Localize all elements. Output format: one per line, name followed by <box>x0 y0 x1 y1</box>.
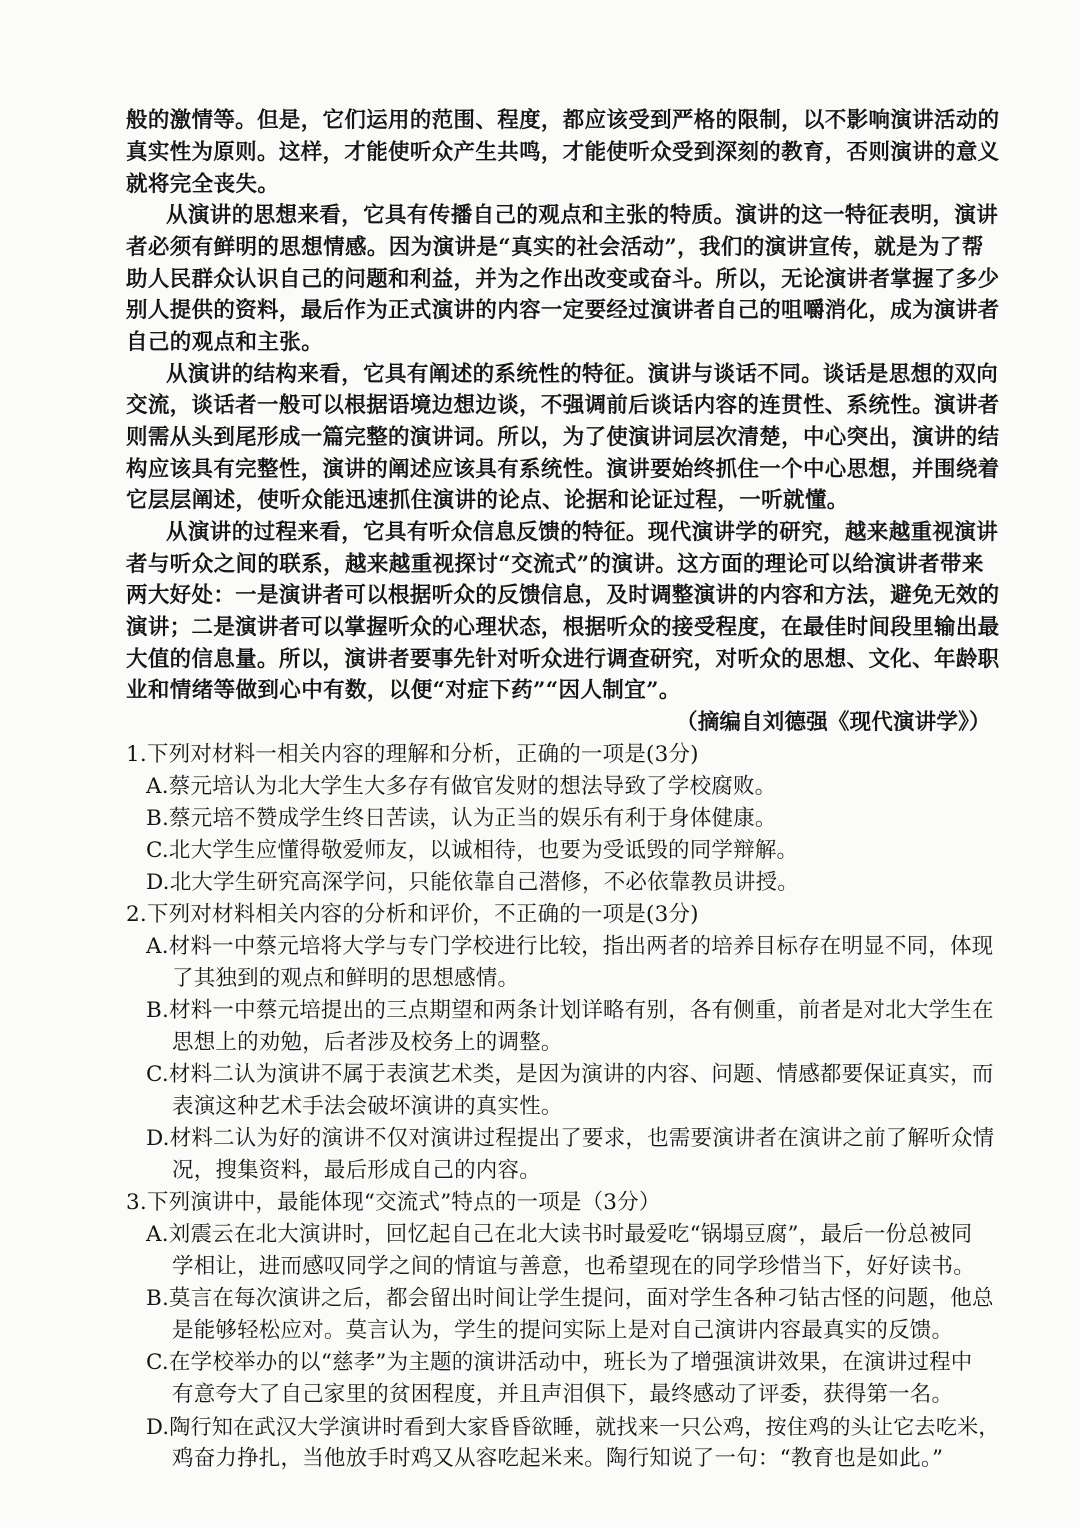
passage-line: 自己的观点和主张。 <box>126 330 324 355</box>
question-2-option-b: B.材料一中蔡元培提出的三点期望和两条计划详略有别，各有侧重，前者是对北大学生在 <box>146 998 994 1023</box>
passage-line: 者必须有鲜明的思想情感。因为演讲是“真实的社会活动”，我们的演讲宣传，就是为了帮 <box>126 235 984 260</box>
question-2-option-c-cont: 表演这种艺术手法会破坏演讲的真实性。 <box>172 1094 563 1119</box>
passage-line: 助人民群众认识自己的问题和利益，并为之作出改变或奋斗。所以，无论演讲者掌握了多少 <box>126 267 1000 292</box>
passage-paragraph-start: 从演讲的过程来看，它具有听众信息反馈的特征。现代演讲学的研究，越来越重视演讲 <box>166 520 999 545</box>
passage-paragraph-start: 从演讲的结构来看，它具有阐述的系统性的特征。演讲与谈话不同。谈话是思想的双向 <box>166 362 999 387</box>
passage-line: 则需从头到尾形成一篇完整的演讲词。所以，为了使演讲词层次清楚，中心突出，演讲的结 <box>126 425 1000 450</box>
passage-line: 真实性为原则。这样，才能使听众产生共鸣，才能使听众受到深刻的教育，否则演讲的意义 <box>126 140 1000 165</box>
question-3-option-b-cont: 是能够轻松应对。莫言认为，学生的提问实际上是对自己演讲内容最真实的反馈。 <box>172 1318 954 1343</box>
question-2-option-c: C.材料二认为演讲不属于表演艺术类，是因为演讲的内容、问题、情感都要保证真实，而 <box>146 1062 994 1087</box>
question-2-option-b-cont: 思想上的劝勉，后者涉及校务上的调整。 <box>172 1030 563 1055</box>
passage-line: 交流，谈话者一般可以根据语境边想边谈，不强调前后谈话内容的连贯性、系统性。演讲者 <box>126 393 1000 418</box>
question-3-option-b: B.莫言在每次演讲之后，都会留出时间让学生提问，面对学生各种刁钻古怪的问题，他总 <box>146 1286 994 1311</box>
question-1-stem: 1.下列对材料一相关内容的理解和分析，正确的一项是(3分) <box>126 742 699 767</box>
passage-line: 两大好处：一是演讲者可以根据听众的反馈信息，及时调整演讲的内容和方法，避免无效的 <box>126 583 1000 608</box>
question-3-option-a-cont: 学相让，进而感叹同学之间的情谊与善意，也希望现在的同学珍惜当下，好好读书。 <box>172 1254 975 1279</box>
passage-line: 业和情绪等做到心中有数，以便“对症下药”“因人制宜”。 <box>126 678 681 703</box>
question-2-stem: 2.下列对材料相关内容的分析和评价，不正确的一项是(3分) <box>126 902 699 927</box>
question-1-option-d: D.北大学生研究高深学问，只能依靠自己潜修，不必依靠教员讲授。 <box>146 870 800 895</box>
question-1-option-b: B.蔡元培不赞成学生终日苦读，认为正当的娱乐有利于身体健康。 <box>146 806 777 831</box>
question-3-option-c-cont: 有意夸大了自己家里的贫困程度，并且声泪俱下，最终感动了评委，获得第一名。 <box>172 1382 954 1407</box>
question-3-option-a: A.刘震云在北大演讲时，回忆起自己在北大读书时最爱吃“锅塌豆腐”，最后一份总被同 <box>146 1222 973 1247</box>
question-1-option-c: C.北大学生应懂得敬爱师友，以诚相待，也要为受诋毁的同学辩解。 <box>146 838 799 863</box>
passage-line: 般的激情等。但是，它们运用的范围、程度，都应该受到严格的限制，以不影响演讲活动的 <box>126 108 1000 133</box>
passage-source: （摘编自刘德强《现代演讲学》） <box>676 710 991 735</box>
question-3-option-d: D.陶行知在武汉大学演讲时看到大家昏昏欲睡，就找来一只公鸡，按住鸡的头让它去吃米， <box>146 1414 1000 1439</box>
passage-line: 构应该具有完整性，演讲的阐述应该具有系统性。演讲要始终抓住一个中心思想，并围绕着 <box>126 457 1000 482</box>
passage-line: 演讲；二是演讲者可以掌握听众的心理状态，根据听众的接受程度，在最佳时间段里输出最 <box>126 615 1000 640</box>
question-2-option-a-cont: 了其独到的观点和鲜明的思想感情。 <box>172 966 520 991</box>
passage-line: 别人提供的资料，最后作为正式演讲的内容一定要经过演讲者自己的咀嚼消化，成为演讲者 <box>126 298 1000 323</box>
passage-line: 就将完全丧失。 <box>126 172 280 197</box>
passage-line: 大值的信息量。所以，演讲者要事先针对听众进行调查研究，对听众的思想、文化、年龄职 <box>126 647 1000 672</box>
question-2-option-a: A.材料一中蔡元培将大学与专门学校进行比较，指出两者的培养目标存在明显不同，体现 <box>146 934 994 959</box>
question-2-option-d: D.材料二认为好的演讲不仅对演讲过程提出了要求，也需要演讲者在演讲之前了解听众情 <box>146 1126 995 1151</box>
question-3-stem: 3.下列演讲中，最能体现“交流式”特点的一项是（3分） <box>126 1190 661 1215</box>
passage-paragraph-start: 从演讲的思想来看，它具有传播自己的观点和主张的特质。演讲的这一特征表明，演讲 <box>166 203 999 228</box>
question-3-option-c: C.在学校举办的以“慈孝”为主题的演讲活动中，班长为了增强演讲效果，在演讲过程中 <box>146 1350 973 1375</box>
question-2-option-d-cont: 况，搜集资料，最后形成自己的内容。 <box>172 1158 541 1183</box>
passage-line: 它层层阐述，使听众能迅速抓住演讲的论点、论据和论证过程，一听就懂。 <box>126 488 849 513</box>
passage-line: 者与听众之间的联系，越来越重视探讨“交流式”的演讲。这方面的理论可以给演讲者带来 <box>126 552 984 577</box>
question-1-option-a: A.蔡元培认为北大学生大多存有做官发财的想法导致了学校腐败。 <box>146 774 777 799</box>
question-3-option-d-cont: 鸡奋力挣扎，当他放手时鸡又从容吃起米来。陶行知说了一句：“教育也是如此。” <box>172 1446 944 1471</box>
